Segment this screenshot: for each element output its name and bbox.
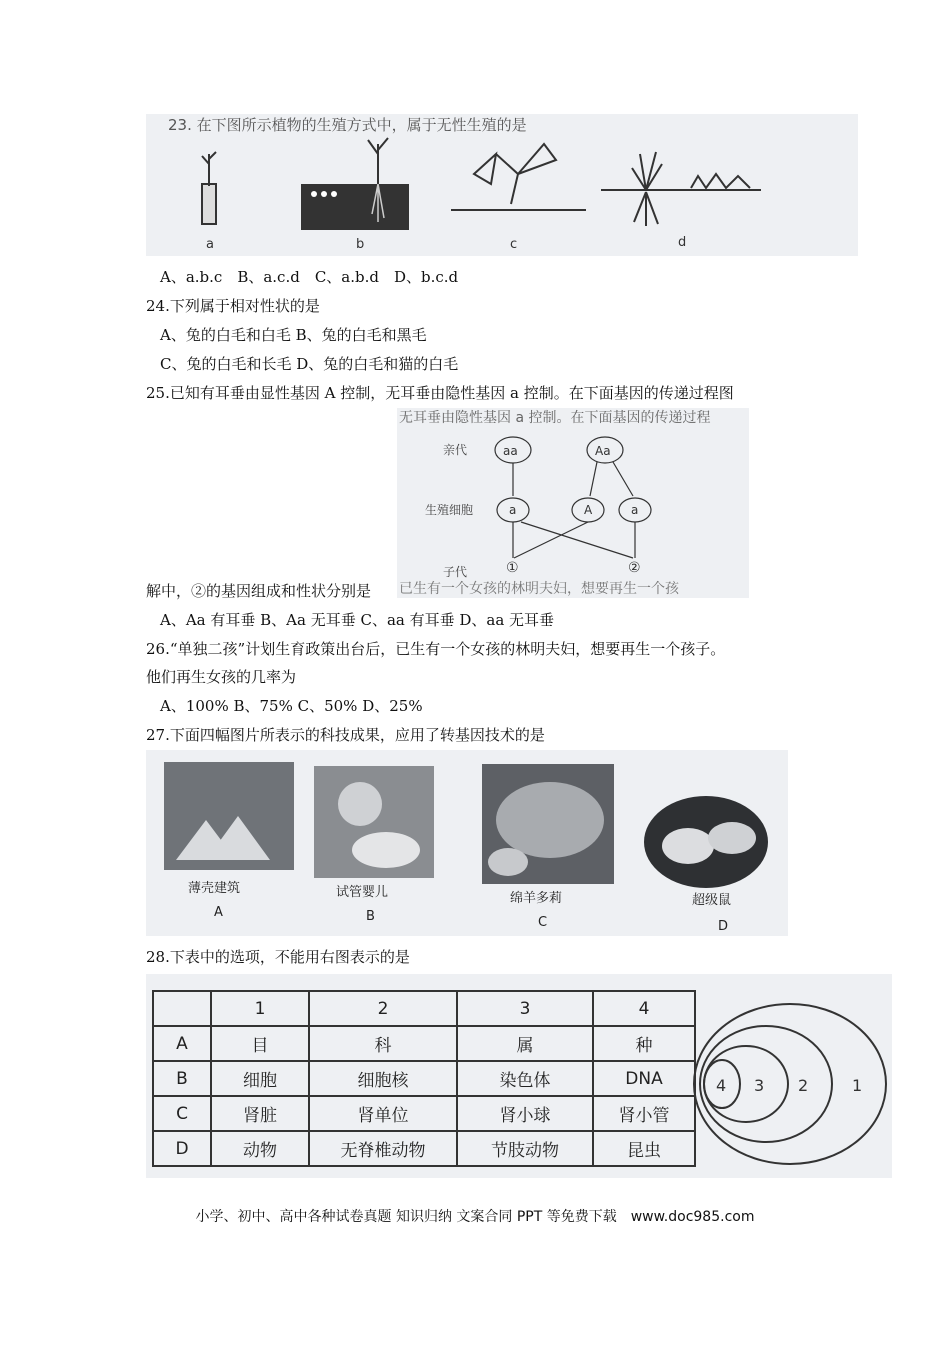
circle-label-2: 2 [798,1076,809,1095]
table-cell: 目 [211,1026,309,1061]
table-cell: 无脊椎动物 [309,1131,457,1166]
row-label-gamete: 生殖细胞 [425,503,474,517]
table-cell: 属 [457,1026,593,1061]
letter-b: B [366,909,375,924]
table-cell: 种 [593,1026,695,1061]
table-cell: 节肢动物 [457,1131,593,1166]
plant-d-label: d [678,235,687,250]
diagram-bleed-text: 已生有一个女孩的林明夫妇，想要再生一个孩 [399,581,679,597]
header-cell: 1 [211,991,309,1026]
header-cell [153,991,211,1026]
q25-stem-cont: 解中，②的基因组成和性状分别是 [146,582,372,600]
table-row [153,1096,695,1131]
header-cell: 4 [593,991,695,1026]
diagram-top-text: 无耳垂由隐性基因 a 控制。在下面基因的传递过程 [399,410,711,426]
table-row [153,1026,695,1061]
header-cell: 2 [309,991,457,1026]
q24-options-2: C、兔的白毛和长毛 D、兔的白毛和猫的白毛 [160,355,459,373]
table-cell: C [153,1096,211,1131]
page-footer: 小学、初中、高中各种试卷真题 知识归纳 文案合同 PPT 等免费下载 www.doc985.com [195,1209,755,1225]
picture-a [164,762,294,870]
plant-a-label: a [206,237,214,252]
table-cell: 染色体 [457,1061,593,1096]
plant-c-label: c [510,237,518,252]
gamete-3: a [631,503,639,517]
offspring-1: ① [506,560,519,576]
q28-stem: 28.下表中的选项，不能用右图表示的是 [146,948,410,966]
picture-b [314,766,434,878]
q23-figure-stem: 23. 在下图所示植物的生殖方式中，属于无性生殖的是 [168,116,527,134]
table-cell: 肾小管 [593,1096,695,1131]
table-cell: DNA [593,1061,695,1096]
q27-picture-strip [146,750,788,936]
parent2-genotype: Aa [595,444,611,458]
picture-d [644,796,768,888]
table-cell: 昆虫 [593,1131,695,1166]
header-cell: 3 [457,991,593,1026]
picture-c [482,764,614,884]
caption-b: 试管婴儿 [336,885,389,900]
q25-stem: 25.已知有耳垂由显性基因 A 控制，无耳垂由隐性基因 a 控制。在下面基因的传递过程图 [146,384,734,402]
row-label-parent: 亲代 [443,443,468,457]
table-row [153,1131,695,1166]
q26-options: A、100% B、75% C、50% D、25% [160,697,423,715]
table-cell: 肾小球 [457,1096,593,1131]
q28-table [152,990,696,1167]
q23-options: A、a.b.c B、a.c.d C、a.b.d D、b.c.d [160,268,459,286]
caption-d: 超级鼠 [692,893,732,908]
circle-label-4: 4 [716,1076,727,1095]
q26-stem-1: 26.“单独二孩”计划生育政策出台后，已生有一个女孩的林明夫妇，想要再生一个孩子。 [146,640,726,658]
q27-stem: 27.下面四幅图片所表示的科技成果，应用了转基因技术的是 [146,726,545,744]
plant-a-icon [202,152,216,224]
plant-d-icon [601,152,761,226]
q25-options: A、Aa 有耳垂 B、Aa 无耳垂 C、aa 有耳垂 D、aa 无耳垂 [160,611,555,629]
letter-c: C [538,915,548,930]
table-cell: 细胞 [211,1061,309,1096]
letter-a: A [214,905,223,920]
circle-label-3: 3 [754,1076,765,1095]
row-label-offspring: 子代 [443,565,468,579]
letter-d: D [718,919,729,934]
nested-circles-diagram [690,1000,890,1170]
table-cell: 肾单位 [309,1096,457,1131]
table-cell: 肾脏 [211,1096,309,1131]
table-cell: A [153,1026,211,1061]
plant-b-label: b [356,237,365,252]
table-header-row [153,991,695,1026]
q24-stem: 24.下列属于相对性状的是 [146,297,320,315]
gamete-2: A [584,503,593,517]
table-cell: 科 [309,1026,457,1061]
plant-c-icon [451,144,586,210]
caption-c: 绵羊多莉 [510,891,563,906]
q26-stem-2: 他们再生女孩的几率为 [146,668,297,686]
plant-b-icon [301,138,409,230]
q24-options-1: A、兔的白毛和白毛 B、兔的白毛和黑毛 [160,326,427,344]
table-row [153,1061,695,1096]
q25-gene-diagram [397,408,749,598]
gamete-1: a [509,503,517,517]
circle-label-1: 1 [852,1076,863,1095]
table-cell: B [153,1061,211,1096]
caption-a: 薄壳建筑 [188,881,241,896]
table-cell: 动物 [211,1131,309,1166]
table-cell: 细胞核 [309,1061,457,1096]
table-cell: D [153,1131,211,1166]
offspring-2: ② [628,560,641,576]
q23-plant-figure [146,114,858,256]
parent1-genotype: aa [503,444,518,458]
